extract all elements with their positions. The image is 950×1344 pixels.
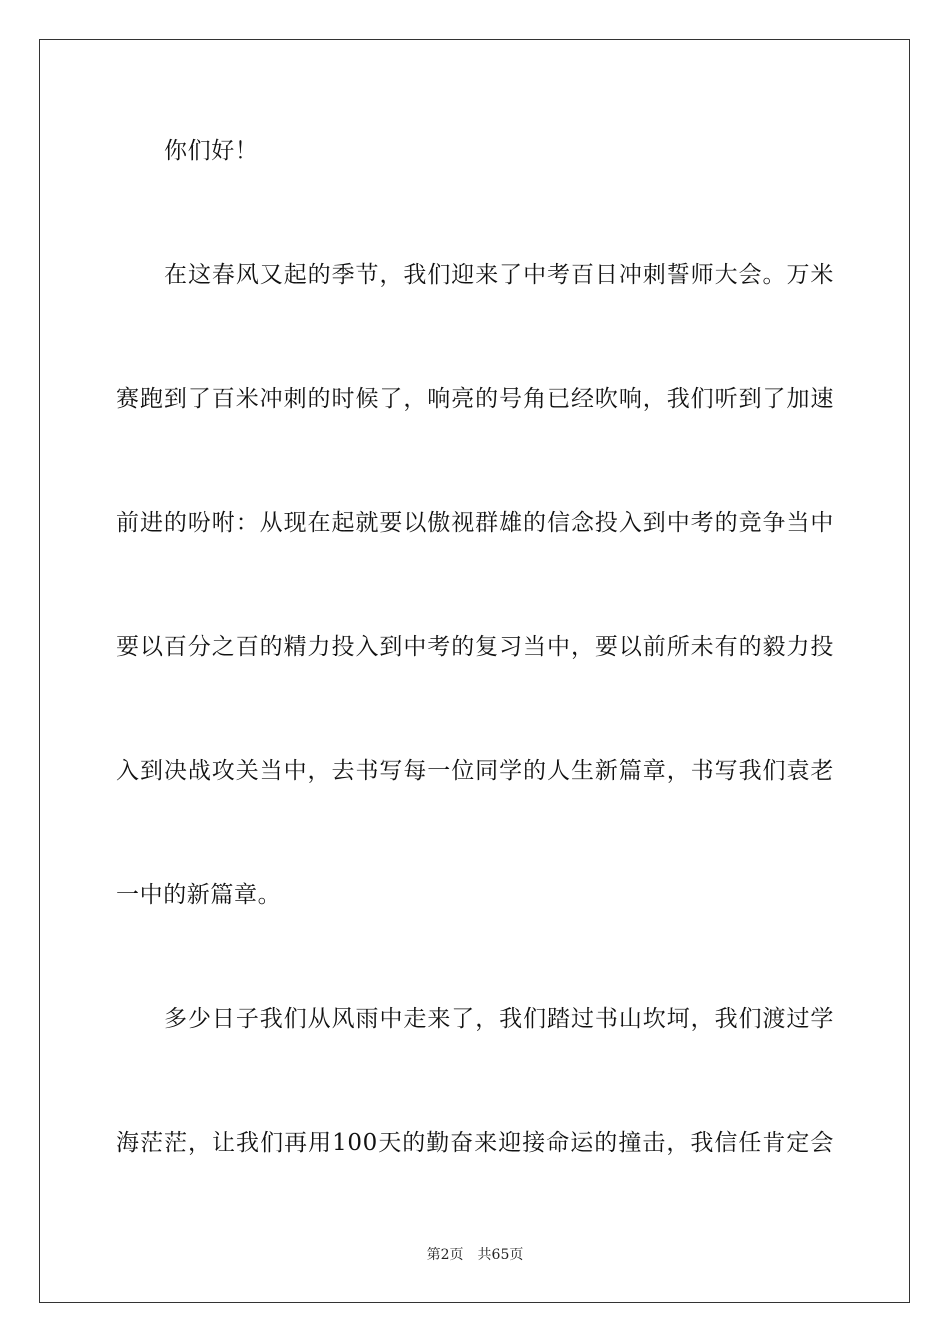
paragraph-1-line-3: 前进的吩咐：从现在起就要以傲视群雄的信念投入到中考的竞争当中 bbox=[116, 510, 834, 536]
paragraph-1-line-5: 入到决战攻关当中，去书写每一位同学的人生新篇章，书写我们袁老 bbox=[116, 758, 834, 784]
greeting-line: 你们好！ bbox=[164, 138, 259, 164]
page-border bbox=[39, 39, 910, 1303]
total-pages: 共65页 bbox=[477, 1247, 524, 1263]
page-footer bbox=[0, 1246, 950, 1264]
paragraph-1-line-6: 一中的新篇章。 bbox=[116, 882, 282, 908]
paragraph-1-line-4: 要以百分之百的精力投入到中考的复习当中，要以前所未有的毅力投 bbox=[116, 634, 834, 660]
page-number: 第2页 bbox=[426, 1247, 464, 1263]
paragraph-1-line-1: 在这春风又起的季节，我们迎来了中考百日冲刺誓师大会。万米 bbox=[164, 262, 834, 288]
paragraph-2-line-1: 多少日子我们从风雨中走来了，我们踏过书山坎坷，我们渡过学 bbox=[164, 1006, 834, 1032]
paragraph-1-line-2: 赛跑到了百米冲刺的时候了，响亮的号角已经吹响，我们听到了加速 bbox=[116, 386, 834, 412]
paragraph-2-line-2: 海茫茫，让我们再用100天的勤奋来迎接命运的撞击，我信任肯定会 bbox=[116, 1130, 834, 1156]
